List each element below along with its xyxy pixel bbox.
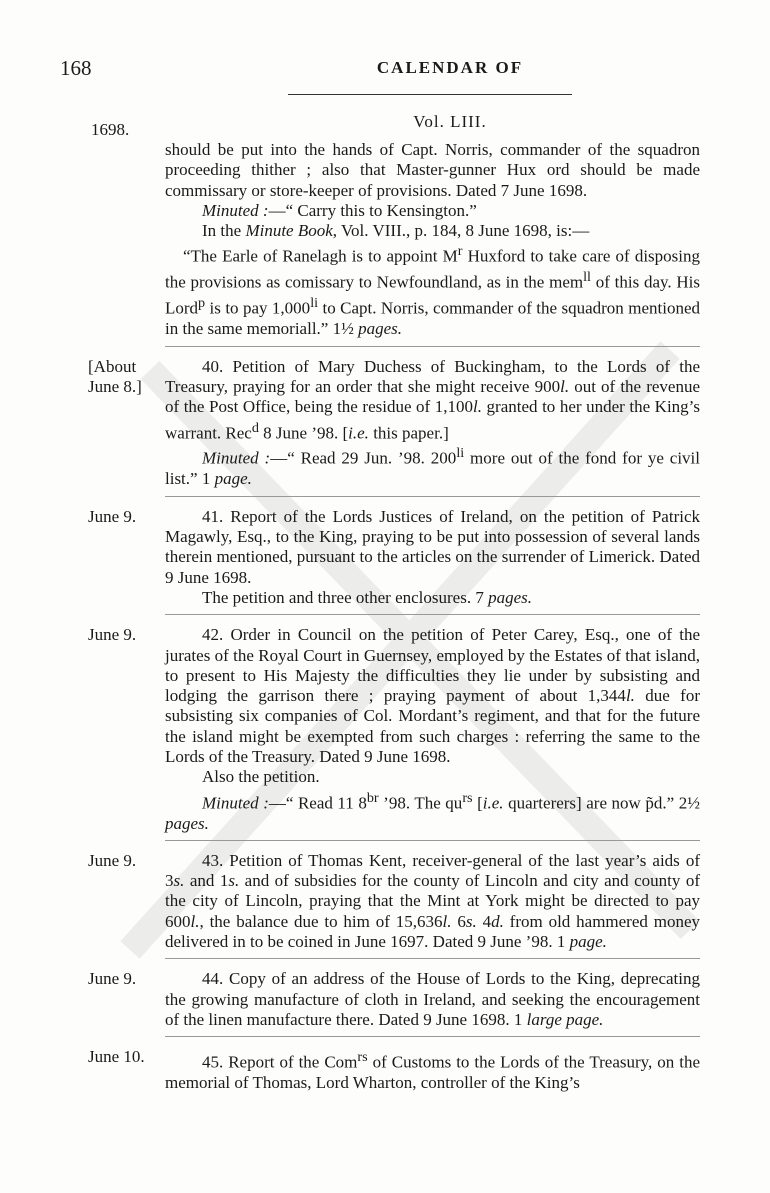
page-number: 168 [60, 56, 92, 80]
enclosures-note: The petition and three other enclosures. 7 pages. [202, 587, 532, 607]
entry-paragraph: 44. Copy of an address of the House of Lords to the King, deprecating the growing manufacture of cloth in Ireland, and seeking the encouragement of the linen manufacture there. Dated 9 June 1698. 1 large page. [165, 969, 700, 1029]
minute-book-ref: In the Minute Book, Vol. VIII., p. 184, 8 June 1698, is:— [202, 221, 590, 241]
entry-paragraph: 43. Petition of Thomas Kent, receiver-general of the last year’s aids of 3s. and 1s. and of subsidies for the county of Lincoln and city and county of the city of Lincoln, praying that the Mint at York might be directed to pay 600l., the balance due to him of 15,636l. 6s. 4d. from old hammered money delivered in to be coined in June 1697. Dated 9 June ’98. 1 page. [165, 850, 701, 952]
entry-43 [0, 851, 770, 959]
calendar-body [0, 140, 770, 1093]
entry-divider [165, 958, 700, 959]
entry-date: June 9. [88, 506, 137, 526]
quoted-minute: “The Earle of Ranelagh is to appoint $M^r$ Huxford to take care of disposing the provisions as comissary to Newfoundland, as in the mem$^{ll}$ of this day. His Lord$^p$ is to pay $1,000^{li}$ to Capt. Norris, commander of the squadron mentioned in the same memoriall.” 1½ pages. [165, 243, 700, 339]
entry-date: June 9. [88, 625, 137, 645]
entry-divider [165, 840, 700, 841]
minuted-note: Minuted :—“ Read 11 $8^{br}$ ’98. The $qu^{rs}$ [i.e. quarterers] are now p̃d.” 2½ pages. [165, 789, 700, 833]
entry-paragraph: 40. Petition of Mary Duchess of Buckingham, to the Lords of the Treasury, praying for an order that she might receive 900l. out of the revenue of the Post Office, being the residue of 1,100l. granted to her under the King’s warrant. Rec$^d$ 8 June ’98. [i.e. this paper.] [165, 356, 701, 443]
entry-42 [0, 625, 770, 841]
entry-40 [0, 357, 770, 497]
enclosures-note: Also the petition. [202, 767, 320, 787]
entry-divider [165, 1036, 700, 1037]
minuted-note: Minuted :—“ Carry this to Kensington.” [202, 200, 477, 220]
entry-44 [0, 969, 770, 1037]
volume-heading: Vol. LIII. [413, 112, 487, 131]
entry-paragraph: 42. Order in Council on the petition of Peter Carey, Esq., one of the jurates of the Royal Court in Guernsey, employed by the Estates of that island, to present to His Majesty the difficulties they lie under by subsisting and lodging the garrison there ; praying payment of about 1,344l. due for subsisting six companies of Col. Mordant’s regiment, and that for the future the island might be exempted from such charges : referring the same to the Lords of the Treasury. Dated 9 June 1698. [165, 625, 700, 766]
entry-date: June 9. [88, 850, 137, 870]
entry-39-continued [0, 140, 770, 347]
entry-paragraph: 41. Report of the Lords Justices of Ireland, on the petition of Patrick Magawly, Esq., to the King, praying to be put into possession of several lands therein mentioned, pursuant to the articles on the surrender of Limerick. Dated 9 June 1698. [165, 506, 700, 587]
entry-41 [0, 507, 770, 615]
running-head: CALENDAR OF [376, 58, 524, 77]
entry-date: [About June 8.] [88, 356, 142, 396]
entry-date: June 10. [88, 1047, 145, 1067]
entry-divider [165, 346, 700, 347]
header-rule [288, 94, 572, 95]
entry-paragraph: should be put into the hands of Capt. Norris, commander of the squadron proceeding thither ; also that Master-gunner Hux ord should be made commissary or store-keeper of provisions. Dated 7 June 1698. [165, 140, 700, 200]
entry-paragraph: 45. Report of the Com$^{rs}$ of Customs to the Lords of the Treasury, on the memorial of Thomas, Lord Wharton, controller of the King’s [165, 1049, 700, 1093]
entry-divider [165, 614, 700, 615]
entry-date: June 9. [88, 969, 137, 989]
entry-45 [0, 1047, 770, 1093]
entry-divider [165, 496, 700, 497]
minuted-note: Minuted :—“ Read 29 Jun. ’98. $200^{li}$ more out of the fond for ye civil list.” 1 page. [165, 445, 700, 489]
year-marker: 1698. [91, 120, 130, 139]
